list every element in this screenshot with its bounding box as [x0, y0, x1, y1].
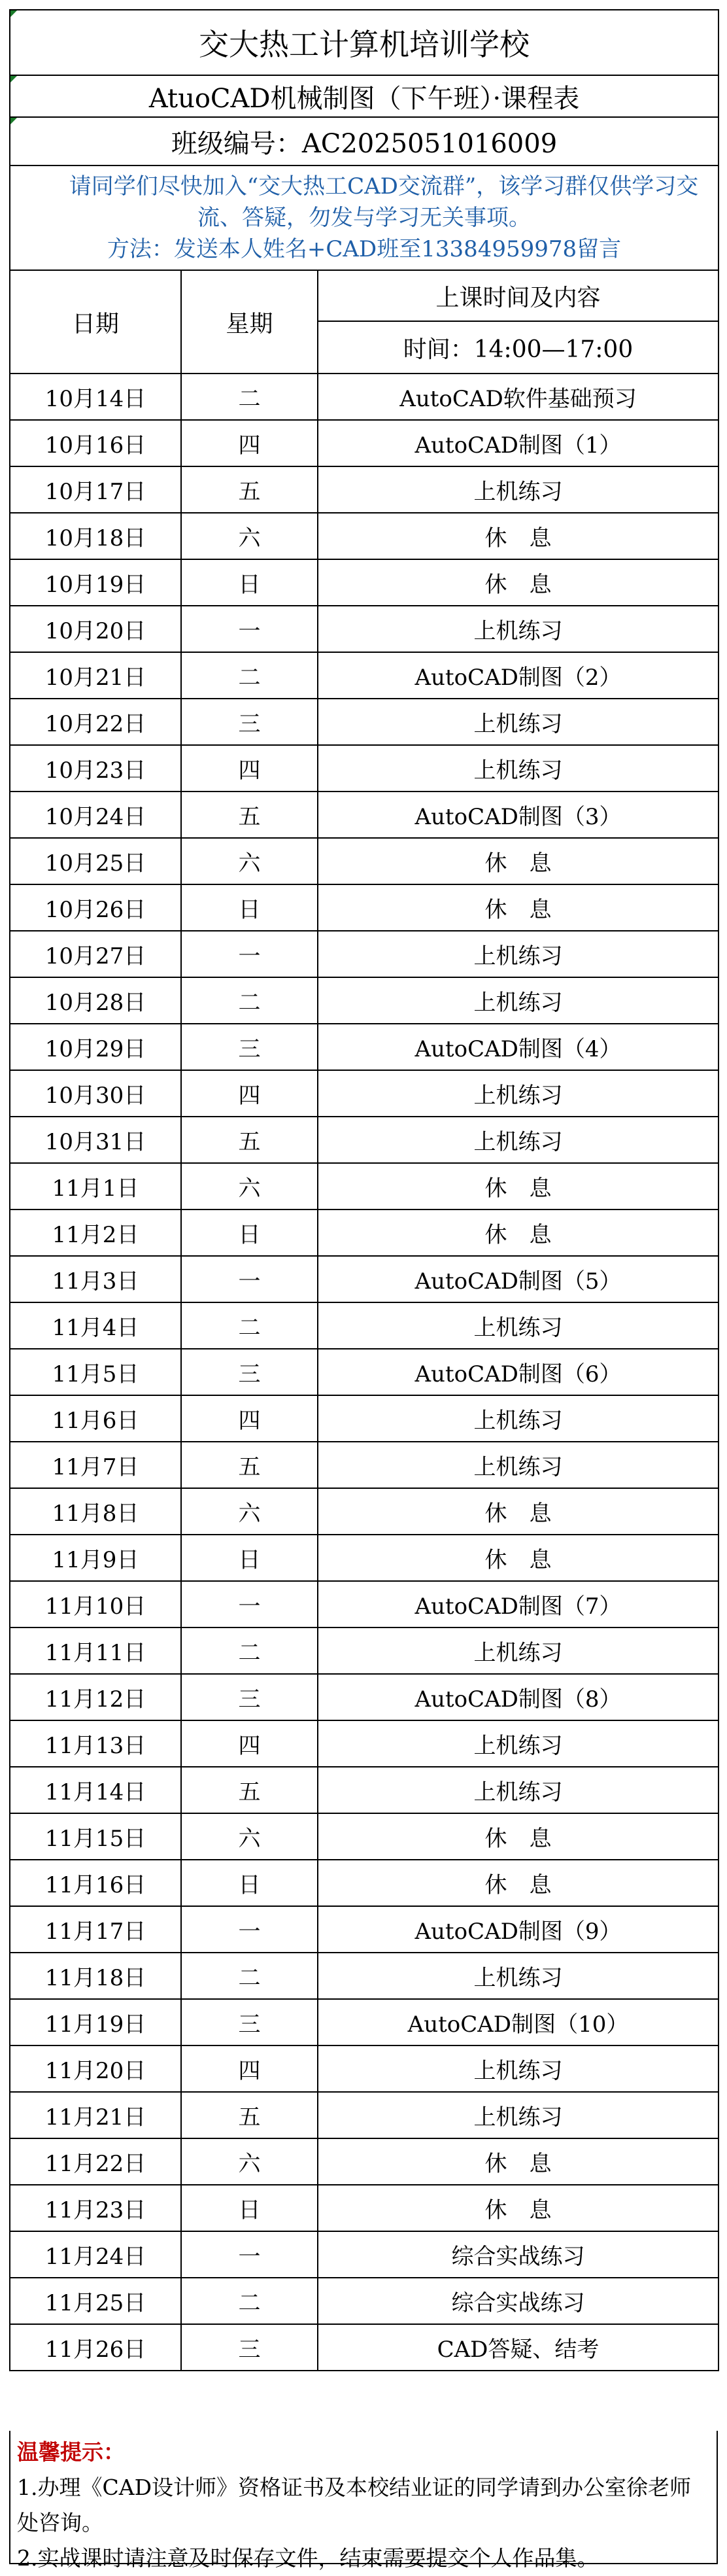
weekday-cell: 三	[181, 1999, 318, 2045]
date-cell: 11月8日	[10, 1488, 181, 1535]
weekday-cell: 一	[181, 1906, 318, 1953]
table-row	[10, 745, 719, 792]
date-cell: 11月15日	[10, 1813, 181, 1860]
content-cell: 休 息	[318, 1860, 719, 1906]
content-cell: 上机练习	[318, 1395, 719, 1442]
date-cell: 10月28日	[10, 977, 181, 1024]
content-cell: 休 息	[318, 1163, 719, 1210]
content-cell: AutoCAD制图（5）	[318, 1256, 719, 1302]
content-cell: CAD答疑、结考	[318, 2324, 719, 2371]
table-row	[10, 977, 719, 1024]
table-row	[10, 1117, 719, 1163]
table-row	[10, 1442, 719, 1488]
content-cell: 上机练习	[318, 1720, 719, 1767]
weekday-cell: 三	[181, 1674, 318, 1720]
table-row	[10, 699, 719, 745]
tip-1: 1.办理《CAD设计师》资格证书及本校结业证的同学请到办公室徐老师处咨询。	[17, 2475, 692, 2535]
date-cell: 10月29日	[10, 1024, 181, 1070]
weekday-cell: 二	[181, 652, 318, 699]
weekday-cell: 二	[181, 374, 318, 420]
table-row	[10, 559, 719, 606]
table-row	[10, 2092, 719, 2138]
table-row	[10, 1163, 719, 1210]
date-cell: 11月22日	[10, 2138, 181, 2185]
date-cell: 11月14日	[10, 1767, 181, 1813]
weekday-cell: 四	[181, 420, 318, 466]
weekday-cell: 一	[181, 2231, 318, 2278]
date-cell: 11月21日	[10, 2092, 181, 2138]
weekday-cell: 三	[181, 699, 318, 745]
content-cell: 上机练习	[318, 1627, 719, 1674]
table-row	[10, 1395, 719, 1442]
weekday-cell: 五	[181, 792, 318, 838]
weekday-cell: 六	[181, 1488, 318, 1535]
date-cell: 10月24日	[10, 792, 181, 838]
date-cell: 11月3日	[10, 1256, 181, 1302]
group-notice	[10, 165, 719, 270]
content-cell: 休 息	[318, 2185, 719, 2231]
content-cell: 休 息	[318, 1813, 719, 1860]
content-cell: 上机练习	[318, 1953, 719, 1999]
weekday-cell: 六	[181, 838, 318, 884]
table-row	[10, 1210, 719, 1256]
table-row	[10, 374, 719, 420]
weekday-cell: 日	[181, 1535, 318, 1581]
table-row	[10, 1813, 719, 1860]
weekday-cell: 四	[181, 1070, 318, 1117]
date-cell: 11月13日	[10, 1720, 181, 1767]
school-title: 交大热工计算机培训学校	[10, 10, 719, 75]
weekday-cell: 六	[181, 1163, 318, 1210]
table-row	[10, 2324, 719, 2371]
notice-line-2: 方法：发送本人姓名+CAD班至13384959978留言	[107, 236, 622, 262]
content-cell: 上机练习	[318, 606, 719, 652]
column-header-date: 日期	[10, 270, 181, 374]
content-cell: 休 息	[318, 513, 719, 559]
weekday-cell: 日	[181, 1210, 318, 1256]
date-cell: 10月16日	[10, 420, 181, 466]
content-cell: AutoCAD制图（8）	[318, 1674, 719, 1720]
table-row	[10, 1302, 719, 1349]
content-cell: AutoCAD制图（7）	[318, 1581, 719, 1627]
weekday-cell: 二	[181, 977, 318, 1024]
weekday-cell: 二	[181, 1627, 318, 1674]
content-cell: 休 息	[318, 838, 719, 884]
table-row	[10, 1767, 719, 1813]
content-cell: 休 息	[318, 559, 719, 606]
date-cell: 11月18日	[10, 1953, 181, 1999]
weekday-cell: 六	[181, 2138, 318, 2185]
content-cell: 休 息	[318, 2138, 719, 2185]
weekday-cell: 五	[181, 1442, 318, 1488]
content-cell: AutoCAD制图（1）	[318, 420, 719, 466]
date-cell: 10月18日	[10, 513, 181, 559]
corner-mark-class	[10, 118, 17, 124]
date-cell: 11月16日	[10, 1860, 181, 1906]
weekday-cell: 日	[181, 884, 318, 931]
content-cell: 上机练习	[318, 699, 719, 745]
weekday-cell: 二	[181, 1302, 318, 1349]
weekday-cell: 五	[181, 1117, 318, 1163]
date-cell: 10月17日	[10, 466, 181, 513]
date-cell: 11月12日	[10, 1674, 181, 1720]
date-cell: 11月19日	[10, 1999, 181, 2045]
content-cell: 休 息	[318, 1535, 719, 1581]
date-cell: 10月25日	[10, 838, 181, 884]
date-cell: 11月10日	[10, 1581, 181, 1627]
date-cell: 10月14日	[10, 374, 181, 420]
table-row	[10, 1953, 719, 1999]
notice-line-1: 请同学们尽快加入“交大热工CAD交流群”，该学习群仅供学习交流、答疑，勿发与学习无关事项。	[69, 173, 699, 231]
content-cell: AutoCAD软件基础预习	[318, 374, 719, 420]
column-header-content: 上课时间及内容	[318, 270, 719, 321]
date-cell: 11月25日	[10, 2278, 181, 2324]
date-cell: 10月31日	[10, 1117, 181, 1163]
date-cell: 11月6日	[10, 1395, 181, 1442]
table-row	[10, 792, 719, 838]
content-cell: 上机练习	[318, 1767, 719, 1813]
content-cell: 上机练习	[318, 745, 719, 792]
weekday-cell: 四	[181, 745, 318, 792]
table-row	[10, 1581, 719, 1627]
table-row	[10, 1535, 719, 1581]
weekday-cell: 二	[181, 2278, 318, 2324]
weekday-cell: 五	[181, 466, 318, 513]
content-cell: 上机练习	[318, 1070, 719, 1117]
content-cell: 上机练习	[318, 2092, 719, 2138]
content-cell: AutoCAD制图（2）	[318, 652, 719, 699]
table-row	[10, 2045, 719, 2092]
date-cell: 10月22日	[10, 699, 181, 745]
weekday-cell: 日	[181, 1860, 318, 1906]
date-cell: 11月1日	[10, 1163, 181, 1210]
warning-title: 温馨提示：	[17, 2439, 125, 2465]
date-cell: 11月17日	[10, 1906, 181, 1953]
weekday-cell: 一	[181, 931, 318, 977]
table-row	[10, 838, 719, 884]
weekday-cell: 三	[181, 1024, 318, 1070]
date-cell: 10月20日	[10, 606, 181, 652]
weekday-cell: 一	[181, 1256, 318, 1302]
table-row	[10, 931, 719, 977]
tip-2: 2.实战课时请注意及时保存文件，结束需要提交个人作品集。	[17, 2545, 599, 2571]
date-cell: 10月26日	[10, 884, 181, 931]
content-cell: 上机练习	[318, 931, 719, 977]
table-row	[10, 652, 719, 699]
date-cell: 11月26日	[10, 2324, 181, 2371]
table-row	[10, 2138, 719, 2185]
corner-mark-title	[10, 10, 17, 17]
table-row	[10, 1999, 719, 2045]
table-row	[10, 1906, 719, 1953]
table-row	[10, 1488, 719, 1535]
table-row	[10, 1070, 719, 1117]
table-row	[10, 513, 719, 559]
date-cell: 11月4日	[10, 1302, 181, 1349]
weekday-cell: 一	[181, 606, 318, 652]
table-row	[10, 884, 719, 931]
table-row	[10, 1720, 719, 1767]
content-cell: 上机练习	[318, 2045, 719, 2092]
content-cell: 上机练习	[318, 977, 719, 1024]
table-row	[10, 606, 719, 652]
table-row	[10, 1860, 719, 1906]
weekday-cell: 五	[181, 2092, 318, 2138]
content-cell: 休 息	[318, 1210, 719, 1256]
date-cell: 10月19日	[10, 559, 181, 606]
date-cell: 11月24日	[10, 2231, 181, 2278]
weekday-cell: 六	[181, 513, 318, 559]
content-cell: 上机练习	[318, 466, 719, 513]
weekday-cell: 五	[181, 1767, 318, 1813]
content-cell: 休 息	[318, 884, 719, 931]
weekday-cell: 四	[181, 1395, 318, 1442]
date-cell: 11月2日	[10, 1210, 181, 1256]
footer-tips	[9, 2431, 718, 2571]
table-row	[10, 1674, 719, 1720]
content-cell: AutoCAD制图（3）	[318, 792, 719, 838]
table-row	[10, 2231, 719, 2278]
table-row	[10, 1627, 719, 1674]
schedule-table	[9, 9, 719, 2371]
content-cell: 综合实战练习	[318, 2278, 719, 2324]
content-cell: 上机练习	[318, 1117, 719, 1163]
content-cell: 上机练习	[318, 1302, 719, 1349]
table-row	[10, 2185, 719, 2231]
weekday-cell: 日	[181, 2185, 318, 2231]
table-row	[10, 466, 719, 513]
date-cell: 11月11日	[10, 1627, 181, 1674]
column-header-time: 时间：14:00—17:00	[318, 321, 719, 374]
weekday-cell: 六	[181, 1813, 318, 1860]
table-row	[10, 1256, 719, 1302]
content-cell: AutoCAD制图（9）	[318, 1906, 719, 1953]
date-cell: 10月23日	[10, 745, 181, 792]
date-cell: 11月9日	[10, 1535, 181, 1581]
content-cell: AutoCAD制图（4）	[318, 1024, 719, 1070]
weekday-cell: 四	[181, 2045, 318, 2092]
date-cell: 11月5日	[10, 1349, 181, 1395]
column-header-weekday: 星期	[181, 270, 318, 374]
content-cell: AutoCAD制图（6）	[318, 1349, 719, 1395]
content-cell: 上机练习	[318, 1442, 719, 1488]
class-number: 班级编号：AC2025051016009	[10, 117, 719, 165]
content-cell: 综合实战练习	[318, 2231, 719, 2278]
table-row	[10, 1024, 719, 1070]
table-row	[10, 1349, 719, 1395]
date-cell: 10月21日	[10, 652, 181, 699]
weekday-cell: 一	[181, 1581, 318, 1627]
corner-mark-subtitle	[10, 76, 17, 82]
weekday-cell: 三	[181, 1349, 318, 1395]
course-title: AtuoCAD机械制图（下午班）·课程表	[10, 75, 719, 117]
date-cell: 10月27日	[10, 931, 181, 977]
date-cell: 10月30日	[10, 1070, 181, 1117]
content-cell: AutoCAD制图（10）	[318, 1999, 719, 2045]
table-row	[10, 2278, 719, 2324]
weekday-cell: 三	[181, 2324, 318, 2371]
date-cell: 11月7日	[10, 1442, 181, 1488]
date-cell: 11月20日	[10, 2045, 181, 2092]
content-cell: 休 息	[318, 1488, 719, 1535]
weekday-cell: 二	[181, 1953, 318, 1999]
date-cell: 11月23日	[10, 2185, 181, 2231]
table-row	[10, 420, 719, 466]
weekday-cell: 日	[181, 559, 318, 606]
weekday-cell: 四	[181, 1720, 318, 1767]
